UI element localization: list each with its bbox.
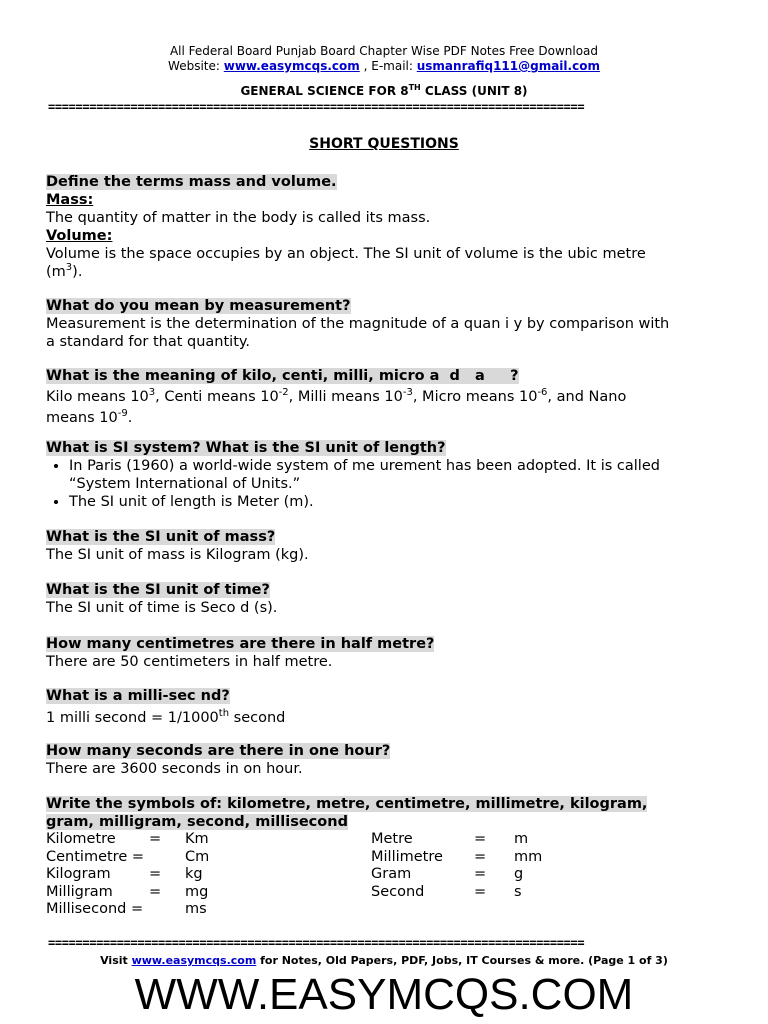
answer-text: 1 milli second = 1/1000th second <box>46 708 286 726</box>
answer-text: The SI unit of mass is Kilogram (kg). <box>46 547 309 563</box>
table-row <box>46 831 574 849</box>
question-heading: What is the SI unit of mass? <box>46 529 276 545</box>
equals-sign <box>149 901 185 919</box>
question-block-measurement <box>46 297 726 351</box>
equals-sign <box>474 901 514 919</box>
divider-top: ============================================================================== <box>48 100 585 114</box>
header-contact <box>0 59 768 74</box>
bullet-list <box>46 457 726 511</box>
question-heading: What do you mean by measurement? <box>46 298 351 314</box>
unit-symbol: Cm <box>185 848 210 865</box>
question-block-mass-volume <box>46 173 726 281</box>
website-label: Website: <box>168 59 220 73</box>
answer-text: a standard for that quantity. <box>46 334 251 350</box>
question-heading: Write the symbols of: kilometre, metre, centimetre, millimetre, kilogram, <box>46 796 648 812</box>
unit-symbol <box>514 901 574 919</box>
unit-symbol: s <box>514 883 522 900</box>
question-heading: What is SI system? What is the SI unit of length? <box>46 440 446 456</box>
unit-name <box>371 901 474 919</box>
table-row <box>46 866 574 884</box>
unit-symbol: Km <box>185 831 209 847</box>
table-row <box>46 901 574 919</box>
answer-text: Kilo means $10^3$, Centi means $10^{-2}$, Milli means $10^{-3}$, Micro means $10^{-6}$, and Nano <box>46 387 627 405</box>
email-label: , E-mail: <box>363 59 413 73</box>
footer-big-url: WWW.EASYMCQS.COM <box>134 970 634 1019</box>
question-block-prefixes <box>46 367 726 427</box>
email-link[interactable]: usmanrafiq111@gmail.com <box>416 59 600 73</box>
unit-symbol: ms <box>185 901 207 917</box>
unit-name: Kilogram <box>46 866 111 882</box>
question-block-si-time <box>46 581 726 617</box>
unit-name: Milligram <box>46 883 113 900</box>
unit-name: Metre <box>371 831 413 847</box>
equals-sign: = <box>474 831 487 847</box>
question-block-seconds-hour <box>46 742 726 778</box>
website-link[interactable]: www.easymcqs.com <box>223 59 360 73</box>
unit-symbol: mg <box>185 883 209 900</box>
unit-name: Kilometre <box>46 831 116 847</box>
table-row <box>46 849 574 867</box>
equals-sign: = <box>149 866 162 882</box>
equals-sign: = <box>474 848 487 865</box>
equals-sign: = <box>474 866 487 882</box>
unit-name: Millimetre <box>371 848 443 865</box>
footer-website-link[interactable]: www.easymcqs.com <box>131 954 257 967</box>
table-row <box>46 884 574 902</box>
subheading-volume: Volume: <box>46 228 113 244</box>
answer-text: Volume is the space occupies by an object. The SI unit of volume is the ubic metre <box>46 246 646 262</box>
question-heading: gram, milligram, second, millisecond <box>46 814 348 830</box>
equals-sign: = <box>149 831 162 847</box>
subheading-mass: Mass: <box>46 192 94 208</box>
question-block-centimetres <box>46 635 726 671</box>
question-block-si-system <box>46 439 726 511</box>
unit-symbol: m <box>514 831 529 847</box>
question-block-si-mass <box>46 528 726 564</box>
unit-name: Centimetre = <box>46 848 145 865</box>
unit-symbol: mm <box>514 848 543 865</box>
question-heading: What is a milli-sec nd? <box>46 688 230 704</box>
answer-text: Measurement is the determination of the magnitude of a quan i y by comparison with <box>46 316 670 332</box>
answer-text: $(m^3)$. <box>46 262 83 280</box>
answer-text: The SI unit of time is Seco d (s). <box>46 600 278 616</box>
unit-symbol: g <box>514 866 524 882</box>
question-heading: What is the meaning of kilo, centi, milli, micro a d a ? <box>46 368 519 384</box>
answer-text: There are 50 centimeters in half metre. <box>46 654 333 670</box>
section-title: SHORT QUESTIONS <box>309 136 459 152</box>
question-heading: How many centimetres are there in half metre? <box>46 636 435 652</box>
answer-text: The quantity of matter in the body is called its mass. <box>46 210 431 226</box>
question-block-millisecond <box>46 687 726 727</box>
footer-note: Visit www.easymcqs.com for Notes, Old Papers, PDF, Jobs, IT Courses & more. (Page 1 of 3) <box>100 954 668 967</box>
unit-name: Gram <box>371 866 412 882</box>
question-heading: How many seconds are there in one hour? <box>46 743 391 759</box>
equals-sign: = <box>149 883 162 900</box>
unit-symbol: kg <box>185 866 203 882</box>
equals-sign: = <box>474 883 487 900</box>
unit-name: Second <box>371 883 425 900</box>
header-tagline: All Federal Board Punjab Board Chapter Wise PDF Notes Free Download <box>169 44 599 58</box>
document-title: GENERAL SCIENCE FOR 8TH CLASS (UNIT 8) <box>240 83 528 98</box>
answer-text: means $10^{-9}$. <box>46 408 133 426</box>
unit-name: Millisecond = <box>46 901 144 917</box>
question-heading: What is the SI unit of time? <box>46 582 270 598</box>
symbols-table <box>46 831 574 919</box>
question-heading: Define the terms mass and volume. <box>46 174 337 190</box>
equals-sign <box>149 849 185 867</box>
question-block-symbols <box>46 795 726 919</box>
list-item: • In Paris (1960) a world-wide system of me urement has been adopted. It is called “System International of Units.” <box>69 457 726 493</box>
list-item: • The SI unit of length is Meter (m). <box>69 493 726 511</box>
divider-bottom: ============================================================================== <box>48 936 585 950</box>
answer-text: There are 3600 seconds in on hour. <box>46 761 303 777</box>
